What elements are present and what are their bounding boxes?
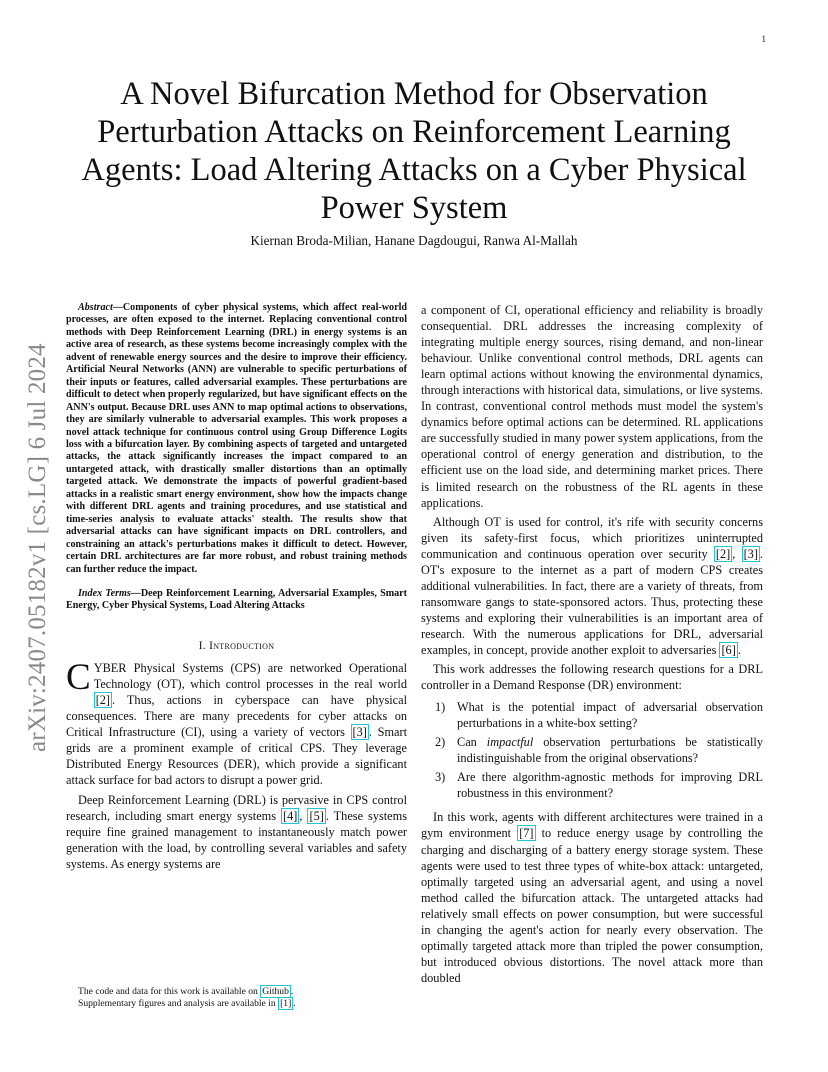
question-emphasis: impactful — [486, 735, 534, 750]
index-terms-label: Index Terms — [78, 587, 131, 599]
section-number: I. — [198, 639, 206, 652]
intro-paragraph-2 — [66, 792, 407, 872]
intro-p4-text-c: . — [737, 642, 741, 657]
intro-p2-separator: , — [299, 809, 308, 824]
question-text: What is the potential impact of adversarial observation perturbations in a white-box setting? — [457, 700, 763, 731]
intro-paragraph-4 — [421, 514, 763, 658]
intro-p4-separator: , — [732, 546, 742, 561]
question-number: 3) — [435, 770, 446, 785]
footnote-1-text-b: . — [290, 986, 294, 997]
intro-p4-text-b: . OT's exposure to the internet as a part of modern CPS creates additional vulnerabilities. In fact, there are a variety of threats, from ransomware gangs to state-sponsored actors. Thus, protecting these systems and exploring their vulnerabilities is an important area of research. With the numerous applications for DRL, adversarial examples, in concept, provide another exploit to adversaries — [421, 546, 763, 657]
footnote-2-text-a: Supplementary figures and analysis are available in — [78, 998, 279, 1010]
github-link[interactable]: Github — [262, 986, 289, 997]
intro-p1-text-b: . Thus, actions in cyberspace can have physical consequences. There are many precedents for cyber attacks on Critical Infrastructure (CI), using a variety of vectors — [66, 692, 407, 740]
citation-link[interactable]: [7] — [519, 826, 534, 841]
footnotes — [66, 986, 407, 1010]
citation-link[interactable]: [6] — [721, 642, 736, 657]
intro-p6-text-a: In this work, agents with different architectures were trained in a gym environment — [421, 810, 763, 841]
citation-link[interactable]: [2] — [715, 546, 731, 561]
abstract-text: —Components of cyber physical systems, which affect real-world processes, are often exposed to the internet. Replacing conventional control methods with Deep Reinforcement Learning (DRL) in energy systems is an active area of research, as these systems become increasingly complex with the advent of renewable energy sources and the desire to improve their efficiency. Artificial Neural Networks (ANN) are vulnerable to specific perturbations of their inputs or features, called adversarial examples. These perturbations are difficult to detect when properly regularized, but have significant effects on the ANN's output. Because DRL uses ANN to map optimal actions to observations, they are similarly vulnerable to adversarial examples. This work proposes a novel attack technique for continuous control using Group Difference Logits loss with a bifurcation layer. By combining aspects of targeted and untargeted attacks, the attack significantly increases the impact compared to an untargeted attack, with drastically smaller distortions than an optimally targeted attack. We demonstrate the impacts of powerful gradient-based attacks in a realistic smart energy environment, show how the impacts change with different DRL agents and training procedures, and use statistical and time-series analysis to evaluate attacks' stealth. The results show that adversarial attacks can have significant impacts on DRL controllers, and constraining an attack's perturbations makes it difficult to detect. However, certain DRL architectures are far more robust, and robust training methods can further reduce the impact. — [66, 302, 407, 575]
footnote-1-text-a: The code and data for this work is available on — [78, 986, 261, 997]
research-question-item — [421, 699, 763, 731]
intro-paragraph-1 — [66, 656, 407, 788]
drop-cap: C — [66, 656, 91, 698]
footnote-supplementary — [66, 998, 407, 1010]
footnote-2-text-b: . — [293, 998, 296, 1010]
intro-paragraph-5: This work addresses the following research questions for a DRL controller in a Demand Response (DR) environment: — [421, 662, 763, 693]
page-number: 1 — [761, 34, 766, 44]
question-text-pre: Can — [457, 735, 487, 750]
intro-p1-text-a: Physical Systems (CPS) are networked Operational Technology (OT), which control processes in the real world — [93, 660, 407, 691]
research-questions-list — [421, 699, 763, 801]
intro-paragraph-3: a component of CI, operational efficiency and reliability is broadly consequential. DRL addresses the increasing complexity of integrating multiple energy sources, rising demand, and non-linear behaviour. Unlike conventional control methods, DRL agents can learn optimal actions without knowing the environmental dynamics, through interactions with historical data, simulations, or live systems. In contrast, conventional control methods must model the system's dynamics before optimal actions can be determined. RL applications are successfully studied in many power system applications, from the operational control of energy generation and distribution, to the efficient use on the load side, and determining market prices. There is limited research on the robustness of the RL agents in these applications. — [421, 303, 763, 510]
citation-link[interactable]: [1] — [280, 998, 292, 1010]
intro-p2-text-a: Deep Reinforcement Learning (DRL) is pervasive in CPS control research, including smart energy systems — [66, 793, 407, 824]
paper-title: A Novel Bifurcation Method for Observation Perturbation Attacks on Reinforcement Learning Agents: Load Altering Attacks on a Cyber Physical Power System — [81, 76, 747, 226]
section-heading-introduction — [66, 640, 407, 652]
citation-link[interactable]: [3] — [352, 725, 367, 740]
intro-p4-text-a: Although OT is used for control, it's rife with security concerns given its safety-first focus, which prioritizes uninterrupted communication and continuous operation over security — [421, 514, 763, 561]
question-number: 2) — [435, 735, 446, 750]
intro-first-word: YBER — [93, 660, 127, 675]
citation-link[interactable]: [2] — [95, 692, 111, 707]
footnote-code-availability — [66, 986, 407, 998]
author-list: Kiernan Broda-Milian, Hanane Dagdougui, Ranwa Al-Mallah — [250, 233, 578, 248]
intro-paragraph-6 — [421, 809, 763, 986]
citation-link[interactable]: [4] — [283, 809, 298, 824]
left-column — [66, 302, 407, 872]
research-question-item — [421, 769, 763, 801]
citation-link[interactable]: [5] — [309, 809, 324, 824]
intro-p1-text-c: . Smart grids are a prominent example of critical CPS. They leverage Distributed Energy Resources (DER), which provide a significant attack surface for bad actors to disrupt a power grid. — [66, 725, 407, 788]
section-title: Introduction — [209, 639, 275, 652]
index-terms-text: —Deep Reinforcement Learning, Adversarial Examples, Smart Energy, Cyber Physical Systems, Load Altering Attacks — [66, 587, 407, 612]
arxiv-identifier-stamp: arXiv:2407.05182v1 [cs.LG] 6 Jul 2024 — [24, 343, 51, 752]
abstract — [66, 302, 407, 576]
intro-p6-text-b: to reduce energy usage by controlling the charging and discharging of a battery energy storage system. These agents were used to test three types of white-box attack: untargeted, optimally targeted using an adversarial agent, and using a novel method called the bifurcation attack. The untargeted attacks had relatively small effects on power consumption, but were successful in changing the agent's action for nearly every observation. The optimally targeted attack more than tripled the power consumption, but introduced obvious distortions. The novel attack more than doubled — [421, 826, 763, 985]
citation-link[interactable]: [3] — [743, 546, 758, 561]
index-terms — [66, 588, 407, 613]
question-number: 1) — [435, 700, 446, 715]
question-text: Are there algorithm-agnostic methods for improving DRL robustness in this environment? — [457, 770, 763, 801]
intro-p2-text-b: . These systems require fine grained management to instantaneously match power generation with the load, by controlling several variables and safety systems. As energy systems are — [66, 809, 407, 872]
abstract-label: Abstract — [78, 302, 113, 313]
right-column — [421, 302, 763, 986]
research-question-item — [421, 734, 763, 766]
question-text-post: observation perturbations be statistically indistinguishable from the original observations? — [457, 735, 763, 766]
